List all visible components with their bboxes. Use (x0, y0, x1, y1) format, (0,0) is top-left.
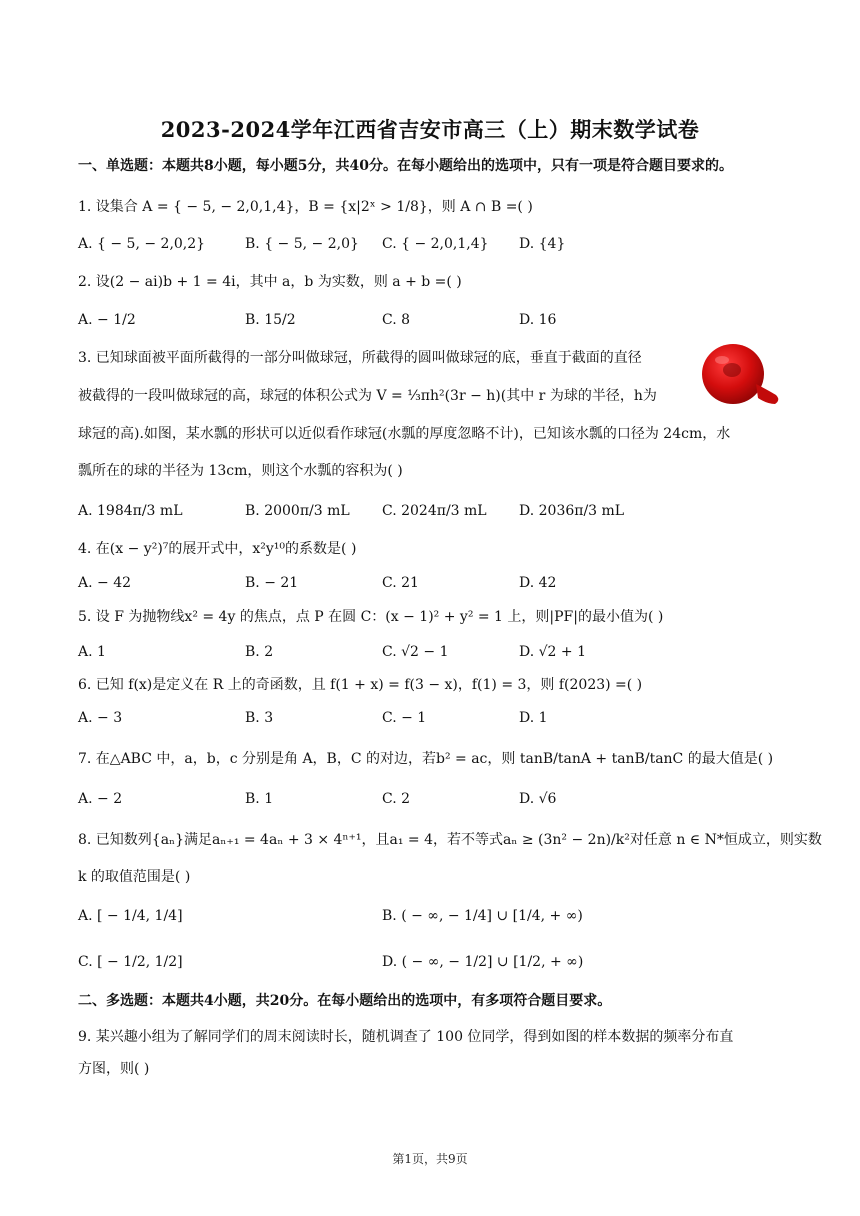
q4-option-c: C. 21 (382, 575, 419, 591)
q6-option-b: B. 3 (245, 710, 274, 726)
question-1-stem: 1. 设集合 A = { − 5, − 2,0,1,4}，B = {x|2ˣ > 1/8}，则 A ∩ B =( ) (78, 199, 533, 215)
q7-option-b: B. 1 (245, 791, 274, 807)
q8-option-a: A. [ − 1/4, 1/4] (78, 908, 183, 924)
question-3-line-2: 被截得的一段叫做球冠的高，球冠的体积公式为 V = ⅓πh²(3r − h)(其中 r 为球的半径，h为 (78, 388, 657, 404)
q2-option-d: D. 16 (519, 312, 557, 328)
q5-option-d: D. √2 + 1 (519, 644, 586, 660)
question-2-stem: 2. 设(2 − ai)b + 1 = 4i，其中 a，b 为实数，则 a + b =( ) (78, 274, 462, 290)
q3-option-a: A. 1984π/3 mL (78, 503, 183, 519)
q7-option-d: D. √6 (519, 791, 557, 807)
q8-option-d: D. ( − ∞, − 1/2] ∪ [1/2, + ∞) (382, 954, 584, 970)
section-heading-single-choice: 一、单选题：本题共8小题，每小题5分，共40分。在每小题给出的选项中，只有一项是符合题目要求的。 (78, 158, 733, 174)
question-7-stem: 7. 在△ABC 中，a，b，c 分别是角 A，B，C 的对边，若b² = ac，则 tanB/tanA + tanB/tanC 的最大值是( ) (78, 751, 774, 767)
q8-option-b: B. ( − ∞, − 1/4] ∪ [1/4, + ∞) (382, 908, 583, 924)
q1-option-d: D. {4} (519, 236, 566, 252)
q6-option-d: D. 1 (519, 710, 548, 726)
q3-option-c: C. 2024π/3 mL (382, 503, 487, 519)
q5-option-c: C. √2 − 1 (382, 644, 449, 660)
section-heading-multi-choice: 二、多选题：本题共4小题，共20分。在每小题给出的选项中，有多项符合题目要求。 (78, 993, 612, 1009)
question-4-stem: 4. 在(x − y²)⁷的展开式中，x²y¹⁰的系数是( ) (78, 541, 357, 557)
q3-option-b: B. 2000π/3 mL (245, 503, 350, 519)
q6-option-a: A. − 3 (78, 710, 123, 726)
question-8-line-1: 8. 已知数列{aₙ}满足aₙ₊₁ = 4aₙ + 3 × 4ⁿ⁺¹，且a₁ = 4，若不等式aₙ ≥ (3n² − 2n)/k²对任意 n ∈ N*恒成立，则实数 (78, 832, 822, 848)
q4-option-d: D. 42 (519, 575, 557, 591)
q7-option-a: A. − 2 (78, 791, 123, 807)
question-8-line-2: k 的取值范围是( ) (78, 869, 191, 885)
page-footer: 第1页，共9页 (392, 1152, 468, 1166)
q7-option-c: C. 2 (382, 791, 411, 807)
question-5-stem: 5. 设 F 为抛物线x² = 4y 的焦点，点 P 在圆 C：(x − 1)² + y² = 1 上，则|PF|的最小值为( ) (78, 609, 664, 625)
question-9-line-2: 方图，则( ) (78, 1061, 150, 1077)
q5-option-b: B. 2 (245, 644, 274, 660)
question-3-line-1: 3. 已知球面被平面所截得的一部分叫做球冠，所截得的圆叫做球冠的底，垂直于截面的直径 (78, 350, 642, 366)
q2-option-a: A. − 1/2 (78, 312, 136, 328)
ladle-image (700, 340, 782, 412)
q5-option-a: A. 1 (78, 644, 106, 660)
q6-option-c: C. − 1 (382, 710, 427, 726)
question-6-stem: 6. 已知 f(x)是定义在 R 上的奇函数，且 f(1 + x) = f(3 − x)，f(1) = 3，则 f(2023) =( ) (78, 677, 643, 693)
question-9-line-1: 9. 某兴趣小组为了解同学们的周末阅读时长，随机调查了 100 位同学，得到如图的样本数据的频率分布直 (78, 1029, 734, 1045)
q4-option-b: B. − 21 (245, 575, 299, 591)
q4-option-a: A. − 42 (78, 575, 132, 591)
q1-option-b: B. { − 5, − 2,0} (245, 236, 359, 252)
q3-option-d: D. 2036π/3 mL (519, 503, 625, 519)
q2-option-b: B. 15/2 (245, 312, 296, 328)
q1-option-c: C. { − 2,0,1,4} (382, 236, 489, 252)
q1-option-a: A. { − 5, − 2,0,2} (78, 236, 206, 252)
question-3-line-4: 瓢所在的球的半径为 13cm，则这个水瓢的容积为( ) (78, 463, 403, 479)
q8-option-c: C. [ − 1/2, 1/2] (78, 954, 183, 970)
page-title: 2023-2024学年江西省吉安市高三（上）期末数学试卷 (160, 117, 700, 142)
question-3-line-3: 球冠的高).如图，某水瓢的形状可以近似看作球冠(水瓢的厚度忽略不计)，已知该水瓢的口径为 24cm，水 (78, 426, 731, 442)
q2-option-c: C. 8 (382, 312, 411, 328)
